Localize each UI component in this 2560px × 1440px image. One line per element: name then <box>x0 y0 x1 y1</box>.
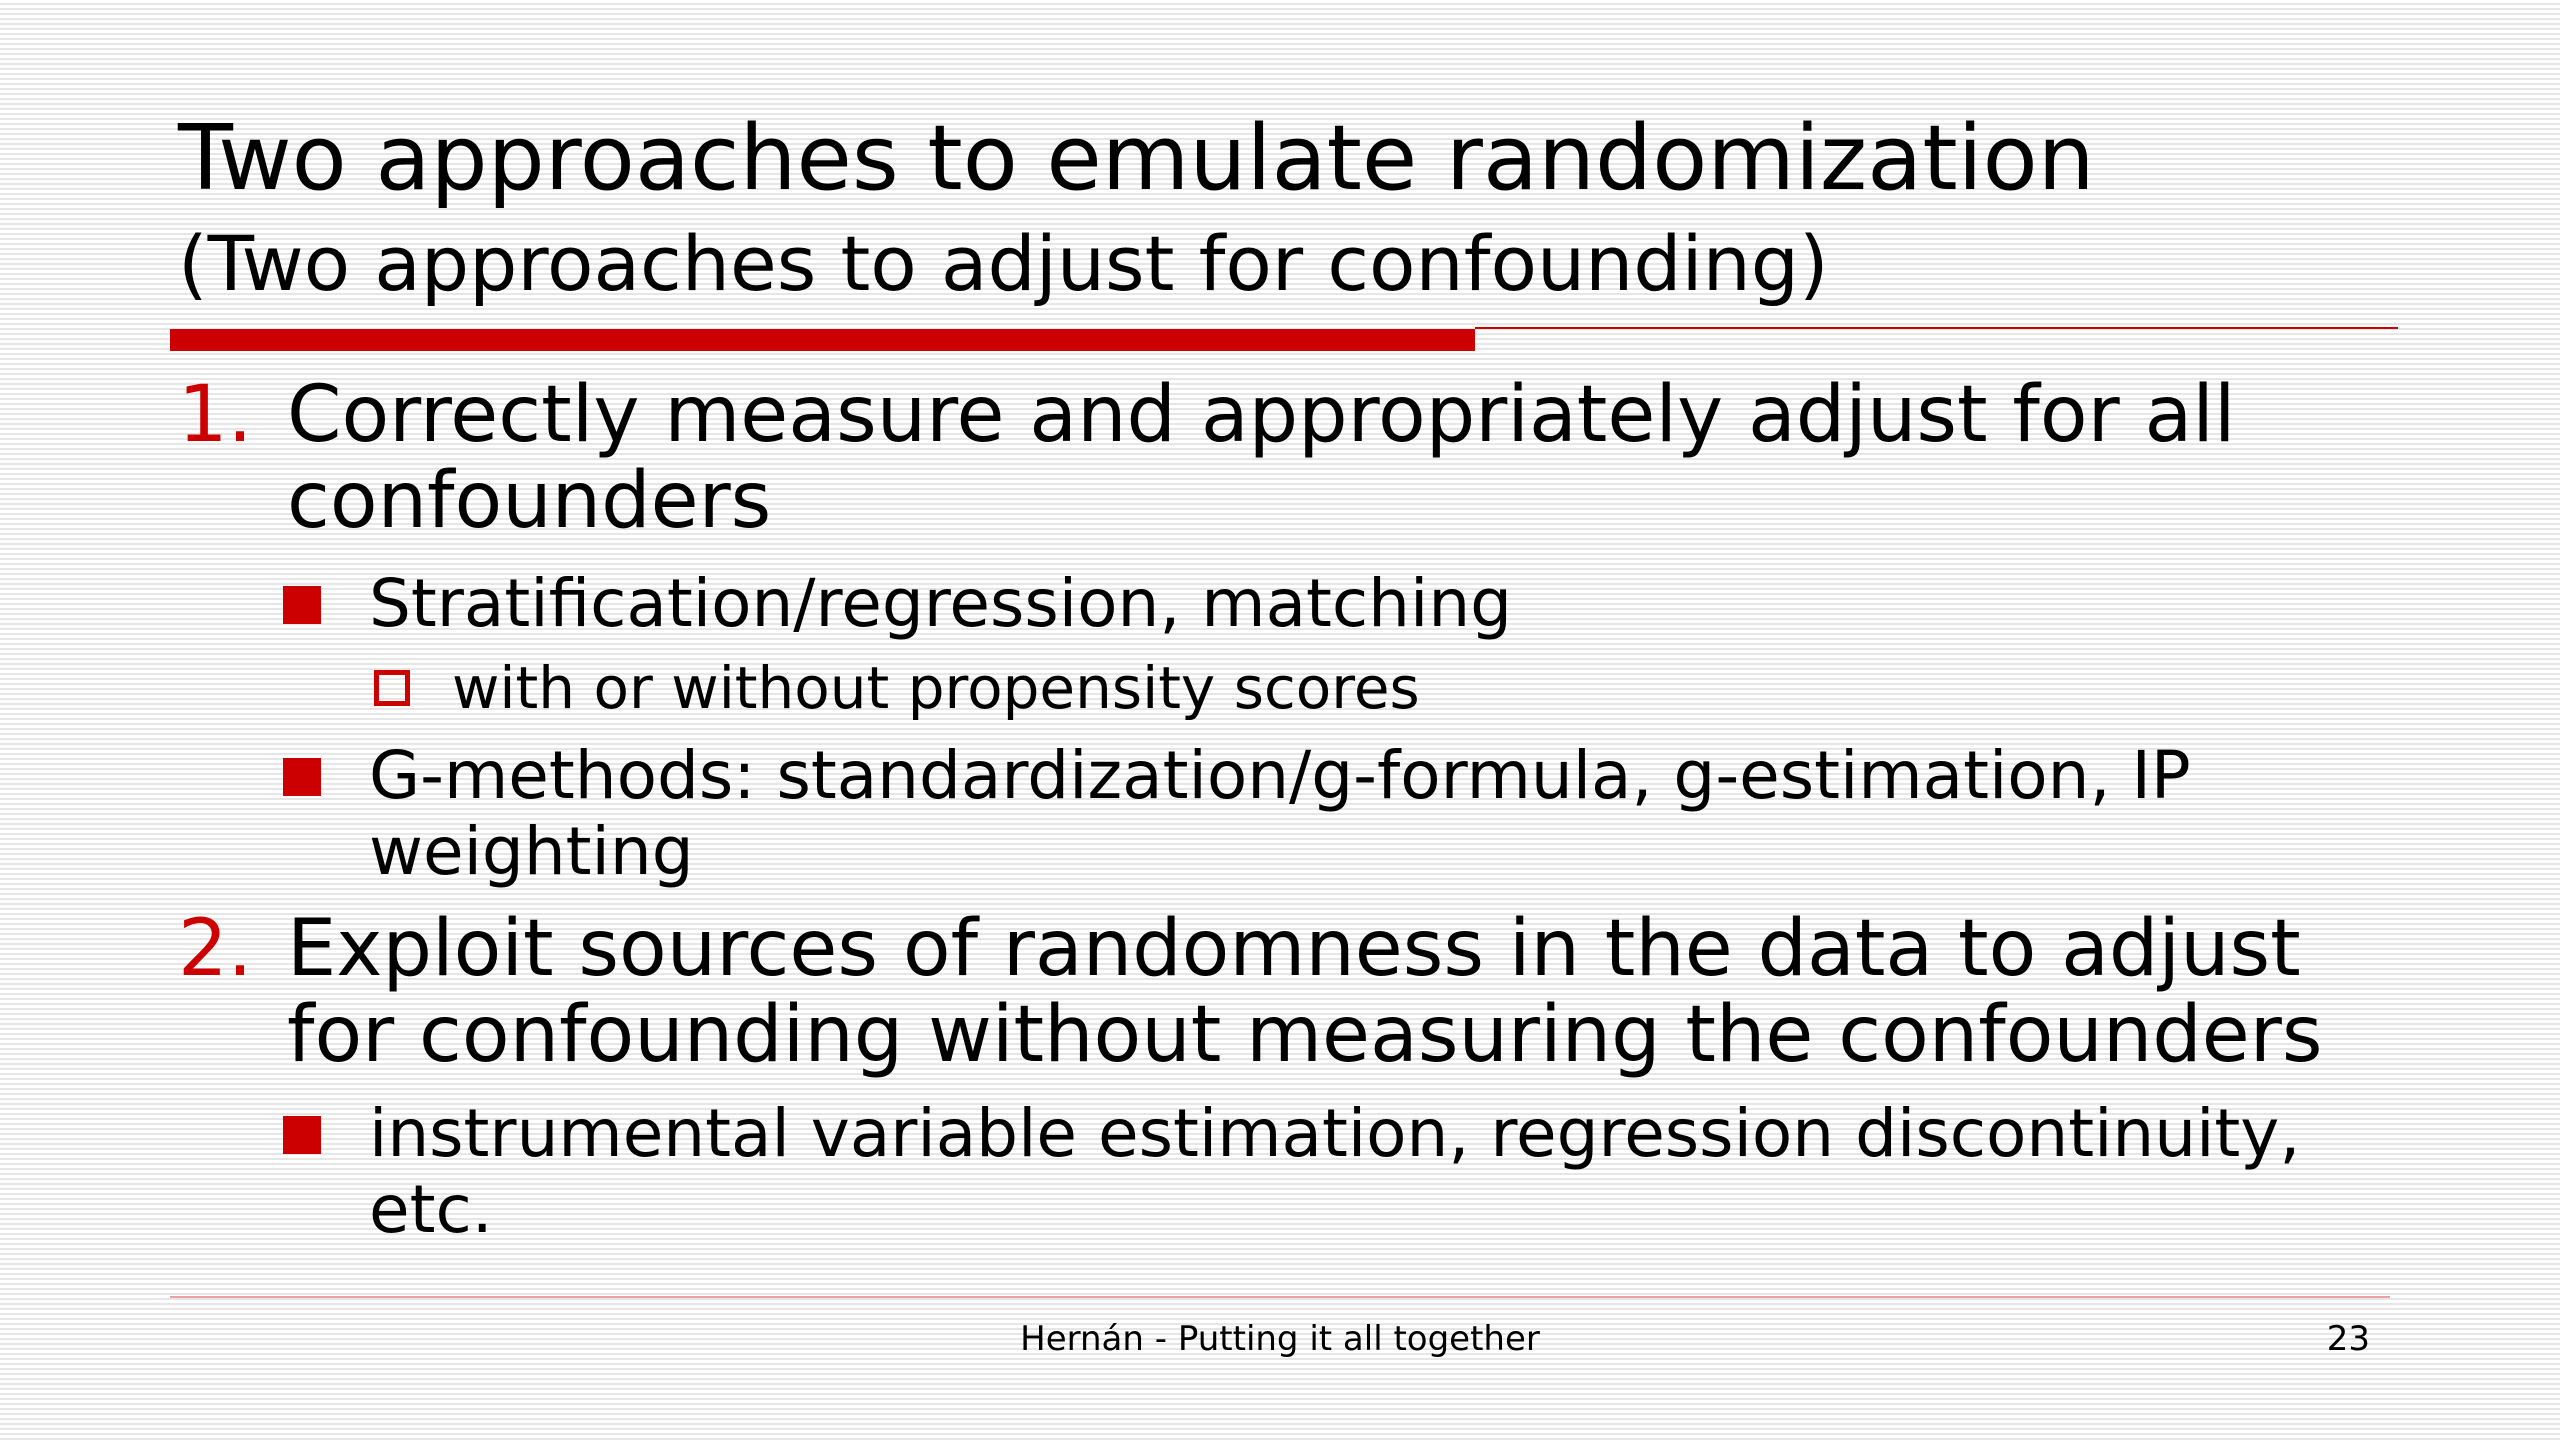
slide-subtitle: (Two approaches to adjust for confounding) <box>178 219 1829 308</box>
bullet-text: G-methods: standardization/g-formula, g-estimation, IP weighting <box>369 737 2191 890</box>
title-underline-thin <box>1475 327 2398 329</box>
filled-square-bullet-icon <box>283 1116 321 1154</box>
item-text: Exploit sources of randomness in the data to adjust for confounding without measuring the confounders <box>287 904 2323 1080</box>
item-number: 2. <box>178 904 253 994</box>
item-text: Correctly measure and appropriately adjust for all confounders <box>287 370 2236 546</box>
slide-footer: Hernán - Putting it all together <box>1020 1319 1540 1359</box>
bullet-text: Stratification/regression, matching <box>369 565 1513 642</box>
slide-title: Two approaches to emulate randomization <box>178 106 2095 211</box>
sub-bullet-text: with or without propensity scores <box>452 654 1420 722</box>
item-number: 1. <box>178 370 253 460</box>
page-number: 23 <box>2326 1319 2370 1359</box>
footer-divider <box>170 1296 2390 1298</box>
title-underline-thick <box>170 329 1475 351</box>
filled-square-bullet-icon <box>283 586 321 624</box>
bullet-text: instrumental variable estimation, regression discontinuity, etc. <box>369 1095 2301 1248</box>
filled-square-bullet-icon <box>283 758 321 796</box>
hollow-square-bullet-icon <box>374 670 410 706</box>
